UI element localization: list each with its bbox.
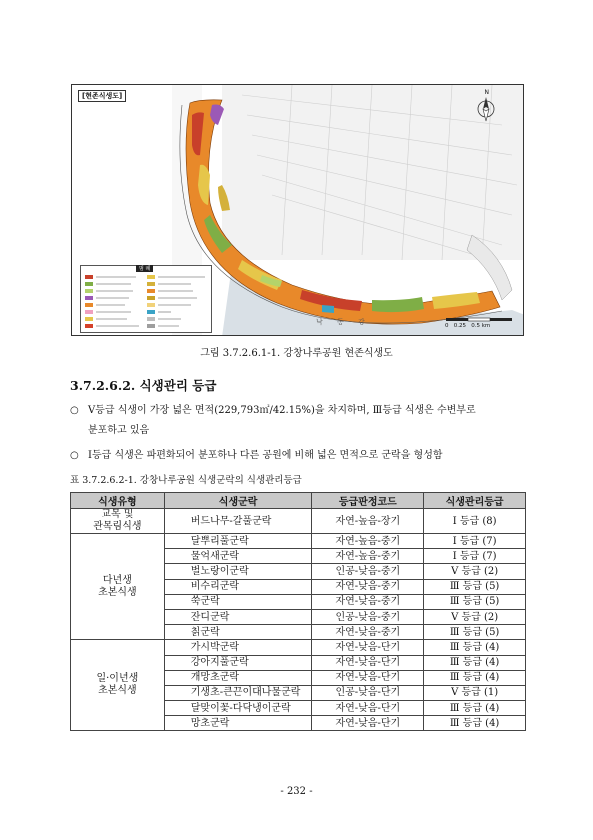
code-cell: 자연-낮음-단기 xyxy=(312,640,424,655)
grade-cell: Ⅲ 등급 (4) xyxy=(424,670,526,685)
community-cell: 망초군락 xyxy=(164,716,312,731)
scale-bar xyxy=(445,317,513,331)
grade-cell: Ⅰ 등급 (7) xyxy=(424,549,526,564)
table-row xyxy=(71,509,526,534)
community-cell: 칡군락 xyxy=(164,625,312,640)
code-cell: 자연-낮음-단기 xyxy=(312,655,424,670)
code-cell: 인공-낮음-단기 xyxy=(312,685,424,700)
grade-cell: Ⅲ 등급 (5) xyxy=(424,594,526,609)
type-line-2: 관목림식생 xyxy=(93,521,142,532)
grade-cell: Ⅰ 등급 (8) xyxy=(424,509,526,534)
map-legend xyxy=(80,265,212,333)
community-cell: 쑥군락 xyxy=(164,594,312,609)
community-cell: 강아지풀군락 xyxy=(164,655,312,670)
north-label: N xyxy=(484,89,489,96)
community-cell: 달맞이꽃-다닥냉이군락 xyxy=(164,701,312,716)
community-cell: 비수리군락 xyxy=(164,579,312,594)
bullet-1-text: V등급 식생이 가장 넓은 면적(229,793㎡/42.15%)을 차지하며, Ⅲ등급 식생은 수변부로 xyxy=(88,405,476,416)
type-line-2: 초본식생 xyxy=(98,685,137,697)
legend-swatches xyxy=(81,266,211,332)
bullet-mark: ○ xyxy=(70,405,79,416)
bullet-1-continuation: 분포하고 있음 xyxy=(88,425,150,436)
grade-cell: Ⅴ 등급 (2) xyxy=(424,564,526,579)
grade-cell: Ⅰ 등급 (7) xyxy=(424,534,526,549)
grade-cell: Ⅲ 등급 (4) xyxy=(424,701,526,716)
table-row xyxy=(71,640,526,655)
code-cell: 자연-낮음-중기 xyxy=(312,594,424,609)
grade-cell: Ⅲ 등급 (4) xyxy=(424,655,526,670)
grade-cell: Ⅴ 등급 (1) xyxy=(424,685,526,700)
type-line-1: 일·이년생 xyxy=(96,673,139,685)
bullet-mark: ○ xyxy=(70,450,79,461)
grade-cell: Ⅲ 등급 (4) xyxy=(424,716,526,731)
code-cell: 자연-낮음-단기 xyxy=(312,670,424,685)
scale-label: 0 0.25 0.5 km xyxy=(445,323,491,329)
vegetation-type-cell xyxy=(71,640,165,731)
community-cell: 벌노랑이군락 xyxy=(164,564,312,579)
code-cell: 인공-낮음-중기 xyxy=(312,609,424,624)
figure-caption: 그림 3.7.2.6.1-1. 강창나루공원 현존식생도 xyxy=(200,348,393,359)
community-cell: 가시박군락 xyxy=(164,640,312,655)
grade-cell: Ⅲ 등급 (5) xyxy=(424,579,526,594)
community-cell: 달뿌리풀군락 xyxy=(164,534,312,549)
page-number: - 232 - xyxy=(280,786,313,797)
vegetation-type-cell xyxy=(71,534,165,640)
code-cell: 인공-낮음-중기 xyxy=(312,564,424,579)
header-community: 식생군락 xyxy=(164,493,312,509)
community-cell: 기생초-큰끈이대나물군락 xyxy=(164,685,312,700)
table-caption: 표 3.7.2.6.2-1. 강창나루공원 식생군락의 식생관리등급 xyxy=(70,475,302,486)
table-row xyxy=(71,534,526,549)
community-cell: 개망초군락 xyxy=(164,670,312,685)
vegetation-grade-table xyxy=(70,492,526,731)
bullet-item-1 xyxy=(70,401,476,421)
type-line-2: 초본식생 xyxy=(98,586,137,598)
code-cell: 자연-낮음-단기 xyxy=(312,716,424,731)
code-cell: 자연-낮음-중기 xyxy=(312,625,424,640)
code-cell: 자연-낮음-단기 xyxy=(312,701,424,716)
code-cell: 자연-높음-장기 xyxy=(312,509,424,534)
vegetation-map-figure xyxy=(71,84,524,336)
legend-title: 범 례 xyxy=(136,265,153,272)
code-cell: 자연-높음-중기 xyxy=(312,534,424,549)
river-label: 낙 동 강 xyxy=(316,318,371,326)
header-management-grade: 식생관리등급 xyxy=(424,493,526,509)
bullet-item-2 xyxy=(70,446,443,466)
grade-cell: Ⅲ 등급 (5) xyxy=(424,625,526,640)
community-cell: 잔디군락 xyxy=(164,609,312,624)
map-title-tag: [현존식생도] xyxy=(78,90,126,102)
bullet-2-text: Ⅰ등급 식생은 파편화되어 분포하나 다른 공원에 비해 넓은 면적으로 군락을 형성함 xyxy=(88,450,443,461)
community-cell: 버드나무-갈풀군락 xyxy=(164,509,312,534)
section-heading: 3.7.2.6.2. 식생관리 등급 xyxy=(70,378,217,393)
vegetation-type-cell xyxy=(71,509,165,534)
code-cell: 자연-낮음-중기 xyxy=(312,579,424,594)
type-line-1: 다년생 xyxy=(102,574,132,586)
header-grade-code: 등급판정코드 xyxy=(312,493,424,509)
table-header-row xyxy=(71,493,526,509)
type-line-1: 교목 및 xyxy=(101,509,134,520)
code-cell: 자연-높음-중기 xyxy=(312,549,424,564)
grade-cell: Ⅲ 등급 (4) xyxy=(424,640,526,655)
community-cell: 물억새군락 xyxy=(164,549,312,564)
header-vegetation-type: 식생유형 xyxy=(71,493,165,509)
grade-cell: Ⅴ 등급 (2) xyxy=(424,609,526,624)
